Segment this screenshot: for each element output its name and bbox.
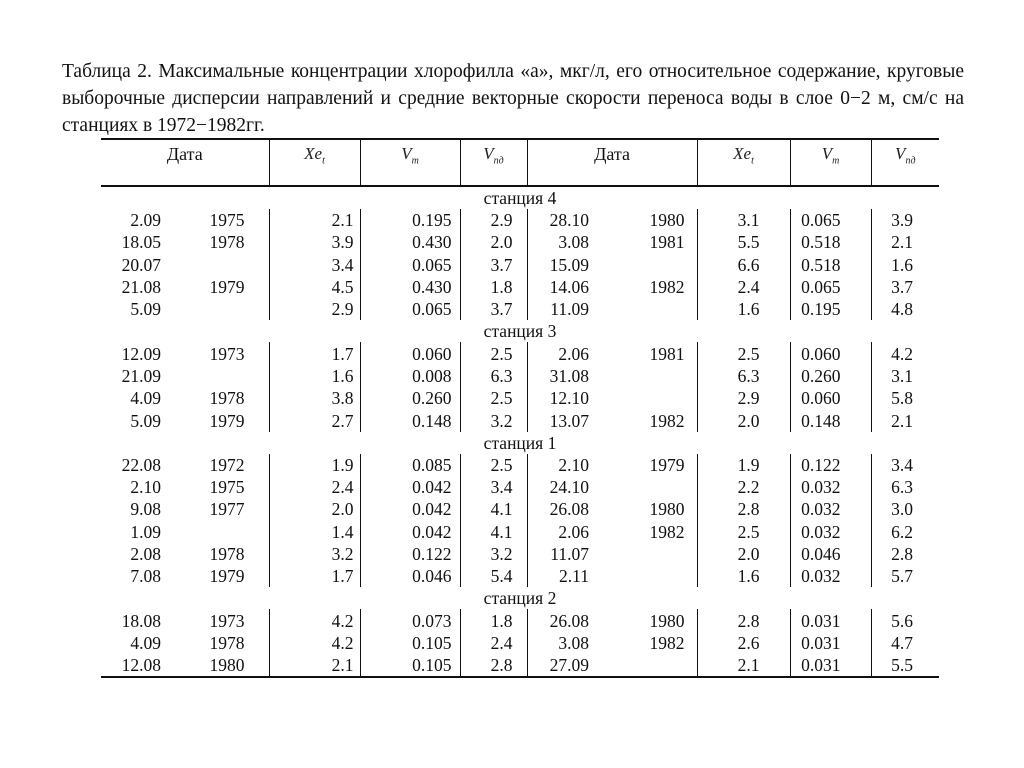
table-row: [101, 565, 939, 587]
cell-vpd-right: 3.7: [871, 276, 939, 298]
cell-year-right: 1982: [649, 521, 685, 542]
header-date-left: Дата: [101, 139, 269, 186]
cell-vm-left: 0.073: [360, 609, 460, 631]
cell-date-left: 12.09: [121, 343, 161, 364]
cell-vpd-right: 4.8: [871, 298, 939, 320]
cell-year-left: 1979: [209, 277, 245, 298]
cell-date-right: 2.06: [527, 521, 607, 543]
cell-year-left: [167, 365, 269, 387]
cell-vpd-left: 2.5: [460, 342, 527, 364]
table-row: [101, 632, 939, 654]
cell-vm-left: 0.042: [360, 476, 460, 498]
cell-xe-left: 1.9: [269, 454, 360, 476]
cell-vm-left: 0.122: [360, 543, 460, 565]
cell-date-left: 18.05: [121, 232, 161, 253]
header-vm-main: V: [401, 144, 412, 163]
cell-xe-left: 4.5: [269, 276, 360, 298]
cell-date-right: 28.10: [527, 209, 607, 231]
cell-xe-right: 2.5: [697, 342, 790, 364]
cell-xe-left: 2.1: [269, 654, 360, 677]
cell-date-left: 9.08: [130, 499, 161, 520]
cell-date-right: 2.10: [527, 454, 607, 476]
cell-vm-left: 0.430: [360, 231, 460, 253]
header-vpd-main: V: [483, 144, 494, 163]
table-row: [101, 454, 939, 476]
cell-vpd-left: 3.7: [460, 254, 527, 276]
header-vpd-right: [871, 139, 939, 186]
cell-xe-left: 1.6: [269, 365, 360, 387]
cell-vm-right: 0.518: [790, 254, 871, 276]
cell-year-right: 1982: [649, 632, 685, 653]
cell-year-right: 1981: [649, 232, 685, 253]
header-vm-main: V: [821, 144, 833, 163]
cell-year-right: 1981: [649, 343, 685, 364]
cell-vm-left: 0.430: [360, 276, 460, 298]
cell-xe-right: 3.1: [697, 209, 790, 231]
cell-xe-right: 2.0: [697, 409, 790, 431]
header-xe-main: Xe: [304, 144, 323, 163]
cell-date-left: 21.08: [121, 277, 161, 298]
station-label: станция 4: [483, 188, 557, 208]
header-vpd-sub: пд: [905, 155, 916, 167]
cell-date-left: 18.08: [121, 610, 161, 631]
header-xe-right: [697, 139, 790, 186]
cell-date-right: 3.08: [527, 231, 607, 253]
table-row: [101, 521, 939, 543]
cell-vm-right: 0.065: [790, 209, 871, 231]
cell-year-left: 1972: [209, 454, 245, 475]
cell-vpd-left: 2.9: [460, 209, 527, 231]
cell-vm-right: 0.060: [790, 342, 871, 364]
cell-vpd-right: 4.7: [871, 632, 939, 654]
cell-vm-left: 0.085: [360, 454, 460, 476]
table-caption: Таблица 2. Максимальные концентрации хлорофилла «а», мкг/л, его относительное содержание, круговые выборочные дисперсии направлений и средние векторные скорости переноса воды в слое 0−2 м, см/с на станциях в 1972−1982гг.: [62, 60, 964, 136]
cell-date-left: 5.09: [130, 410, 161, 431]
cell-vpd-right: 1.6: [871, 254, 939, 276]
cell-year-left: 1977: [209, 499, 245, 520]
cell-vm-right: 0.122: [790, 454, 871, 476]
cell-date-left: 22.08: [121, 454, 161, 475]
table-row: [101, 276, 939, 298]
cell-xe-right: 2.2: [697, 476, 790, 498]
table-row: [101, 298, 939, 320]
cell-date-right: 11.07: [527, 543, 607, 565]
table-row: [101, 476, 939, 498]
cell-vm-left: 0.008: [360, 365, 460, 387]
cell-year-right: 1982: [649, 277, 685, 298]
cell-vm-right: 0.032: [790, 565, 871, 587]
cell-year-right: 1980: [649, 210, 685, 231]
cell-date-right: 31.08: [527, 365, 607, 387]
cell-xe-right: 6.6: [697, 254, 790, 276]
header-vm-right: [790, 139, 871, 186]
header-date-right: Дата: [527, 139, 697, 186]
cell-year-right: [607, 387, 697, 409]
cell-year-right: [607, 254, 697, 276]
cell-vpd-right: 3.4: [871, 454, 939, 476]
cell-vm-left: 0.042: [360, 521, 460, 543]
header-xe-sub: t: [751, 155, 754, 167]
cell-xe-right: 1.9: [697, 454, 790, 476]
cell-vpd-left: 2.5: [460, 454, 527, 476]
cell-xe-right: 6.3: [697, 365, 790, 387]
cell-vm-right: 0.195: [790, 298, 871, 320]
cell-year-left: 1980: [167, 654, 269, 677]
cell-xe-right: 1.6: [697, 298, 790, 320]
cell-xe-left: 2.7: [269, 409, 360, 431]
cell-year-left: 1978: [209, 632, 245, 653]
cell-year-left: 1973: [209, 610, 245, 631]
cell-date-right: 15.09: [527, 254, 607, 276]
cell-vm-right: 0.060: [790, 387, 871, 409]
cell-vm-left: 0.046: [360, 565, 460, 587]
cell-vm-right: 0.032: [790, 521, 871, 543]
cell-vm-right: 0.260: [790, 365, 871, 387]
cell-vm-right: 0.032: [790, 498, 871, 520]
cell-year-left: 1975: [209, 210, 245, 231]
cell-vm-left: 0.260: [360, 387, 460, 409]
header-xe-left: [269, 139, 360, 186]
cell-year-left: 1979: [209, 410, 245, 431]
cell-date-left: 2.10: [130, 477, 161, 498]
header-vpd-sub: пд: [493, 155, 504, 167]
cell-xe-right: 2.4: [697, 276, 790, 298]
header-vm-sub: m: [832, 155, 840, 167]
cell-vm-left: 0.195: [360, 209, 460, 231]
cell-vm-right: 0.031: [790, 632, 871, 654]
chlorophyll-table: [101, 138, 939, 678]
cell-date-right: 26.08: [527, 498, 607, 520]
cell-xe-left: 1.7: [269, 342, 360, 364]
cell-vpd-left: 3.7: [460, 298, 527, 320]
cell-year-right: [607, 543, 697, 565]
station-row: [101, 186, 939, 209]
cell-xe-right: 2.6: [697, 632, 790, 654]
cell-xe-left: 4.2: [269, 609, 360, 631]
cell-vpd-right: 3.9: [871, 209, 939, 231]
cell-vpd-left: 3.2: [460, 543, 527, 565]
cell-xe-right: 2.5: [697, 521, 790, 543]
cell-vpd-left: 3.2: [460, 409, 527, 431]
table-row: [101, 231, 939, 253]
cell-vm-left: 0.065: [360, 298, 460, 320]
cell-year-right: [607, 365, 697, 387]
cell-vpd-right: 2.8: [871, 543, 939, 565]
cell-vpd-left: 2.4: [460, 632, 527, 654]
cell-year-right: 1982: [649, 410, 685, 431]
station-label: станция 1: [483, 432, 557, 453]
table-row: [101, 409, 939, 431]
cell-vm-right: 0.031: [790, 654, 871, 677]
cell-vpd-left: 5.4: [460, 565, 527, 587]
cell-date-right: 26.08: [527, 609, 607, 631]
header-xe-main: Xe: [733, 144, 752, 163]
cell-vm-right: 0.046: [790, 543, 871, 565]
cell-xe-left: 2.0: [269, 498, 360, 520]
cell-year-left: 1979: [209, 566, 245, 587]
cell-vpd-right: 6.3: [871, 476, 939, 498]
cell-vm-right: 0.031: [790, 609, 871, 631]
cell-xe-right: 1.6: [697, 565, 790, 587]
station-row: [101, 432, 939, 454]
cell-year-left: 1973: [209, 343, 245, 364]
cell-vpd-left: 2.8: [460, 654, 527, 677]
cell-xe-left: 1.4: [269, 521, 360, 543]
header-vm-left: [360, 139, 460, 186]
station-label: станция 3: [483, 321, 557, 342]
cell-xe-left: 2.1: [269, 209, 360, 231]
cell-date-right: 11.09: [527, 298, 607, 320]
cell-vpd-left: 4.1: [460, 521, 527, 543]
cell-vpd-right: 5.7: [871, 565, 939, 587]
cell-xe-left: 1.7: [269, 565, 360, 587]
cell-vpd-right: 3.0: [871, 498, 939, 520]
cell-xe-right: 2.8: [697, 498, 790, 520]
header-vm-sub: m: [411, 155, 419, 167]
header-vpd-left: [460, 139, 527, 186]
cell-xe-left: 2.4: [269, 476, 360, 498]
cell-date-left: 2.09: [130, 210, 161, 231]
cell-vpd-right: 5.5: [871, 654, 939, 677]
cell-date-left: 4.09: [130, 388, 161, 409]
cell-vm-right: 0.032: [790, 476, 871, 498]
cell-vpd-left: 3.4: [460, 476, 527, 498]
header-vpd-main: V: [895, 144, 906, 163]
cell-year-right: [607, 654, 697, 677]
cell-year-left: [167, 521, 269, 543]
cell-xe-right: 2.1: [697, 654, 790, 677]
station-row: [101, 587, 939, 609]
table-body: [101, 186, 939, 677]
cell-year-left: 1978: [209, 388, 245, 409]
table-row: [101, 654, 939, 677]
cell-xe-left: 4.2: [269, 632, 360, 654]
cell-date-left: 7.08: [130, 566, 161, 587]
cell-date-left: 12.08: [101, 654, 167, 677]
cell-vpd-left: 6.3: [460, 365, 527, 387]
station-label: станция 2: [483, 588, 557, 609]
cell-year-left: 1975: [209, 477, 245, 498]
cell-date-right: 14.06: [527, 276, 607, 298]
cell-vpd-left: 2.5: [460, 387, 527, 409]
station-row: [101, 320, 939, 342]
cell-vm-left: 0.148: [360, 409, 460, 431]
cell-xe-right: 5.5: [697, 231, 790, 253]
cell-vm-left: 0.105: [360, 654, 460, 677]
table-header-row: [101, 139, 939, 186]
cell-vpd-right: 6.2: [871, 521, 939, 543]
cell-vpd-left: 1.8: [460, 609, 527, 631]
cell-vpd-left: 4.1: [460, 498, 527, 520]
cell-xe-right: 2.9: [697, 387, 790, 409]
cell-date-right: 2.06: [527, 342, 607, 364]
cell-vpd-right: 4.2: [871, 342, 939, 364]
cell-vpd-right: 5.8: [871, 387, 939, 409]
table-row: [101, 342, 939, 364]
cell-year-right: 1980: [649, 499, 685, 520]
cell-date-left: 1.09: [130, 521, 161, 542]
cell-date-right: 12.10: [527, 387, 607, 409]
cell-date-left: 4.09: [130, 632, 161, 653]
table-row: [101, 365, 939, 387]
cell-year-right: 1979: [649, 454, 685, 475]
table-row: [101, 254, 939, 276]
cell-year-left: 1978: [209, 232, 245, 253]
cell-year-right: [607, 565, 697, 587]
cell-vpd-right: 3.1: [871, 365, 939, 387]
cell-date-left: 20.07: [121, 254, 161, 275]
table-row: [101, 609, 939, 631]
cell-date-left: 21.09: [121, 365, 161, 386]
header-xe-sub: t: [322, 155, 325, 167]
cell-year-left: [167, 298, 269, 320]
cell-date-right: 24.10: [527, 476, 607, 498]
cell-vpd-left: 2.0: [460, 231, 527, 253]
cell-date-right: 3.08: [527, 632, 607, 654]
cell-xe-left: 3.2: [269, 543, 360, 565]
table-row: [101, 387, 939, 409]
cell-vm-left: 0.042: [360, 498, 460, 520]
cell-xe-right: 2.0: [697, 543, 790, 565]
cell-date-right: 2.11: [527, 565, 607, 587]
cell-year-right: [607, 476, 697, 498]
cell-year-left: [167, 254, 269, 276]
cell-vm-right: 0.065: [790, 276, 871, 298]
cell-xe-left: 3.9: [269, 231, 360, 253]
cell-xe-left: 3.8: [269, 387, 360, 409]
cell-date-left: 2.08: [130, 544, 161, 564]
cell-year-right: [607, 298, 697, 320]
table-row: [101, 209, 939, 231]
table-row: [101, 543, 939, 565]
cell-vm-right: 0.518: [790, 231, 871, 253]
cell-date-left: 5.09: [130, 299, 161, 320]
cell-vm-left: 0.065: [360, 254, 460, 276]
cell-vpd-right: 2.1: [871, 231, 939, 253]
cell-vpd-right: 5.6: [871, 609, 939, 631]
table-row: [101, 498, 939, 520]
cell-vm-left: 0.060: [360, 342, 460, 364]
cell-vpd-right: 2.1: [871, 409, 939, 431]
cell-vm-left: 0.105: [360, 632, 460, 654]
cell-date-right: 13.07: [527, 409, 607, 431]
cell-xe-left: 2.9: [269, 298, 360, 320]
cell-vpd-left: 1.8: [460, 276, 527, 298]
cell-xe-left: 3.4: [269, 254, 360, 276]
cell-vm-right: 0.148: [790, 409, 871, 431]
cell-year-right: 1980: [649, 610, 685, 631]
cell-date-right: 27.09: [527, 654, 607, 677]
cell-year-left: 1978: [209, 544, 245, 564]
cell-xe-right: 2.8: [697, 609, 790, 631]
